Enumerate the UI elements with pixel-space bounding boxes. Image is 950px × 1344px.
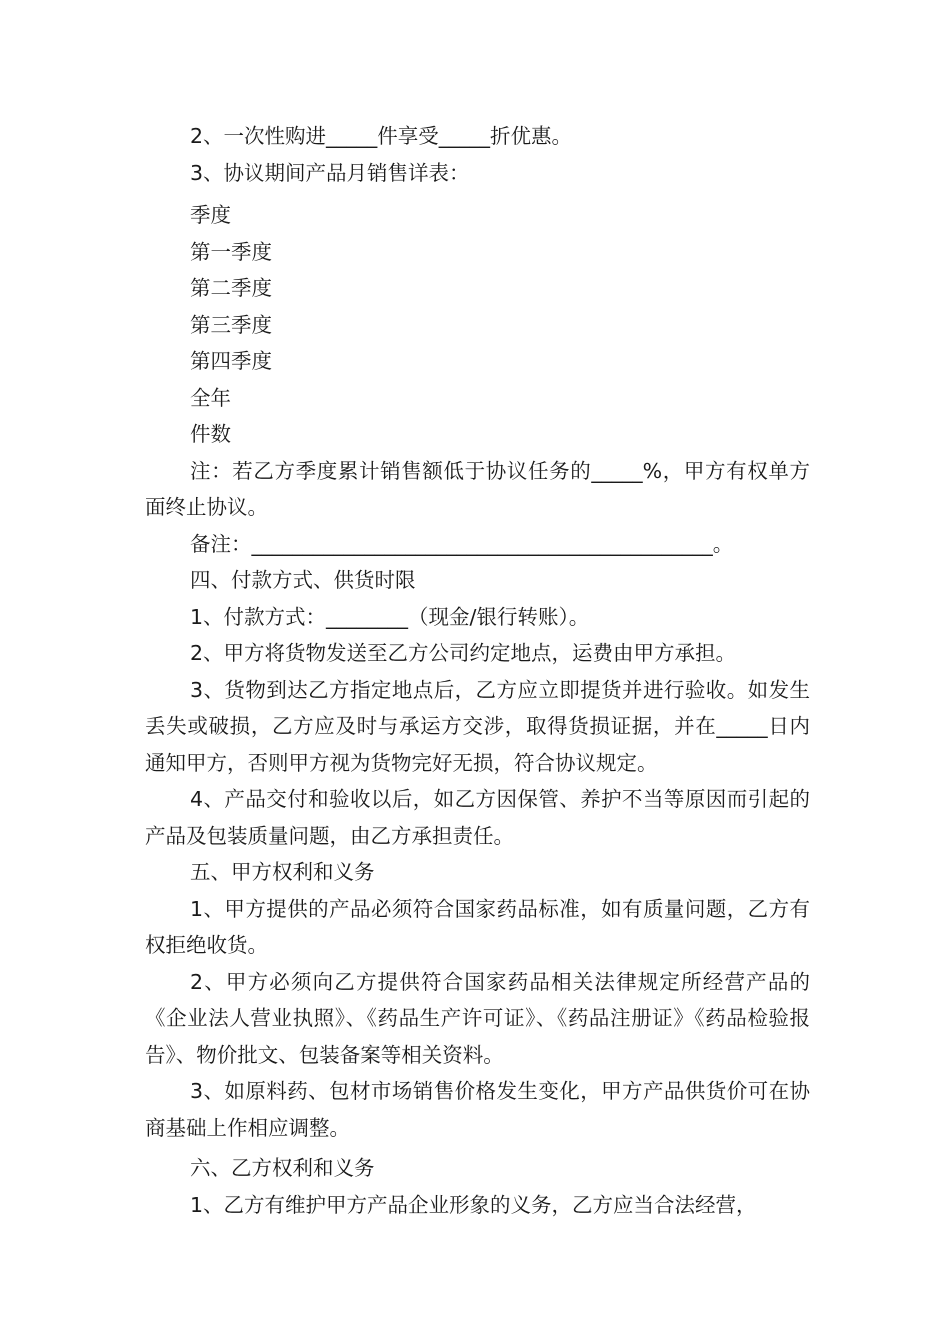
table-cell-q1: 第一季度 <box>190 239 272 264</box>
paragraph-party-a-price-adjust: 3、如原料药、包材市场销售价格发生变化，甲方产品供货价可在协商基础上作相应调整。 <box>145 1079 810 1140</box>
table-cell-full-year: 全年 <box>190 385 231 410</box>
paragraph-delivery-freight: 2、甲方将货物发送至乙方公司约定地点，运费由甲方承担。 <box>190 641 737 665</box>
paragraph-party-a-quality: 1、甲方提供的产品必须符合国家药品标准，如有质量问题，乙方有权拒绝收货。 <box>145 896 810 957</box>
paragraph-discount-terms: 2、一次性购进_____件享受_____折优惠。 <box>190 124 573 148</box>
document-body <box>145 118 810 1223</box>
table-cell-q4: 第四季度 <box>190 349 272 373</box>
paragraph-party-a-documents: 2、甲方必须向乙方提供符合国家药品相关法律规定所经营产品的《企业法人营业执照》、《药品生产许可证》、《药品注册证》《药品检验报告》、物价批文、包装备案等相关资料。 <box>145 969 810 1067</box>
paragraph-party-b-image: 1、乙方有维护甲方产品企业形象的义务，乙方应当合法经营， <box>190 1192 757 1217</box>
table-cell-q2: 第二季度 <box>190 276 272 300</box>
paragraph-note-termination: 注：若乙方季度累计销售额低于协议任务的_____%，甲方有权单方面终止协议。 <box>145 458 810 519</box>
paragraph-monthly-sales-table-title: 3、协议期间产品月销售详表： <box>190 160 470 185</box>
table-cell-quarter-header: 季度 <box>190 203 231 227</box>
section-heading-party-b: 六、乙方权利和义务 <box>190 1156 375 1180</box>
section-heading-party-a: 五、甲方权利和义务 <box>190 860 375 884</box>
paragraph-inspection: 3、货物到达乙方指定地点后，乙方应立即提货并进行验收。如发生丢失或破损，乙方应及时与承运方交涉，取得货损证据，并在_____日内通知甲方，否则甲方视为货物完好无损，符合协议规定。 <box>145 677 810 775</box>
paragraph-remarks: 备注：_____________________________________________。 <box>190 531 734 556</box>
paragraph-storage-liability: 4、产品交付和验收以后，如乙方因保管、养护不当等原因而引起的产品及包装质量问题，由乙方承担责任。 <box>145 787 810 848</box>
table-cell-q3: 第三季度 <box>190 312 272 337</box>
paragraph-payment-method: 1、付款方式：________（现金/银行转账）。 <box>190 604 590 629</box>
table-cell-quantity: 件数 <box>190 422 231 446</box>
section-heading-payment: 四、付款方式、供货时限 <box>190 568 416 592</box>
